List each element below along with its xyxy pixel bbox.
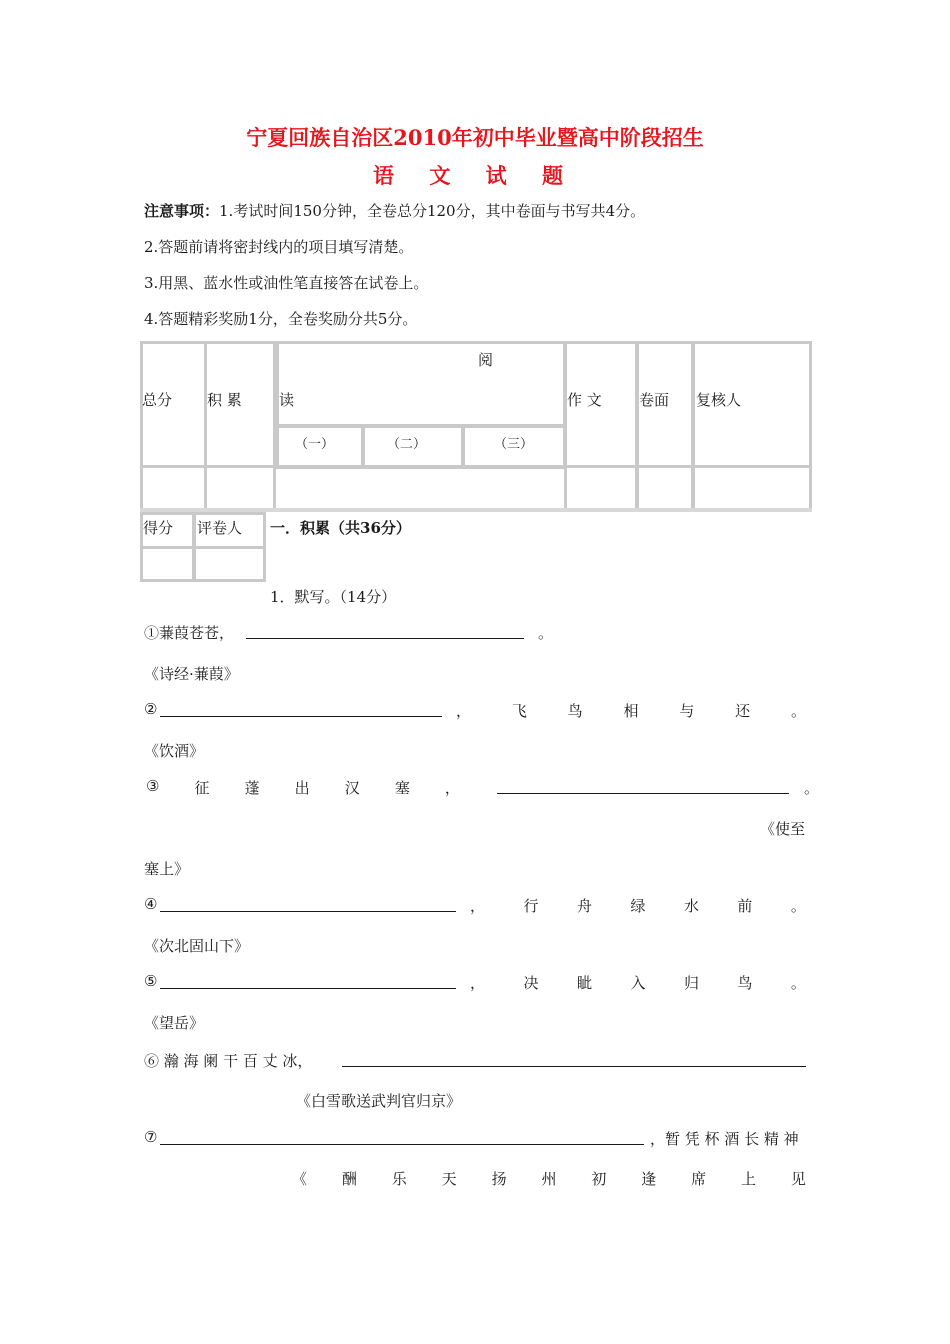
char: 上 <box>741 1170 757 1188</box>
line-7-prefix: ⑦ <box>144 1128 158 1146</box>
char: 飞 <box>511 702 527 720</box>
char: 出 <box>294 779 310 797</box>
line-3-suffix: 。 <box>804 779 820 797</box>
line-1-suffix: 。 <box>538 624 554 642</box>
exam-title: 宁夏回族自治区2010年初中毕业暨高中阶段招生 <box>246 125 704 150</box>
line-3-text <box>146 777 460 798</box>
char: 与 <box>679 702 695 720</box>
char: 逢 <box>641 1170 657 1188</box>
line-7-suffix: ，暂 凭 杯 酒 长 精 神 <box>650 1130 799 1148</box>
char: 《 <box>292 1170 308 1188</box>
header-accumulate: 积 累 <box>207 391 242 409</box>
notice-item-4: 4.答题精彩奖励1分，全卷奖励分共5分。 <box>144 310 418 328</box>
section-heading: 一．积累（共36分） <box>270 519 411 537</box>
line-2-source: 《饮酒》 <box>144 742 205 760</box>
answer-blank-3[interactable] <box>497 793 789 794</box>
char: ③ <box>146 777 160 795</box>
table-bottom-rule <box>140 505 812 512</box>
line-3-source-a: 《使至 <box>760 820 806 838</box>
char: 。 <box>790 897 806 915</box>
char: 塞 <box>394 779 410 797</box>
char: 。 <box>790 702 806 720</box>
line-7-source <box>292 1168 806 1189</box>
char: 水 <box>683 897 699 915</box>
line-4-prefix: ④ <box>144 895 158 913</box>
char: ， <box>470 974 486 992</box>
line-2-prefix: ② <box>144 700 158 718</box>
char: 席 <box>691 1170 707 1188</box>
line-3-source-b: 塞上》 <box>144 860 190 878</box>
char: 行 <box>523 897 539 915</box>
char: 相 <box>623 702 639 720</box>
line-5-source: 《望岳》 <box>144 1014 205 1032</box>
answer-blank-2[interactable] <box>160 716 442 717</box>
char: ， <box>470 897 486 915</box>
header-reading-top: 阅 <box>478 351 494 369</box>
char: 见 <box>790 1170 806 1188</box>
char: 鸟 <box>737 974 753 992</box>
answer-blank-4[interactable] <box>160 911 456 912</box>
answer-blank-1[interactable] <box>246 638 524 639</box>
line-6-source: 《白雪歌送武判官归京》 <box>296 1092 462 1110</box>
header-reading-bottom: 读 <box>279 391 295 409</box>
header-total: 总分 <box>142 391 173 409</box>
header-reading-2: （二） <box>387 437 427 452</box>
char: 入 <box>630 974 646 992</box>
char: 眦 <box>576 974 592 992</box>
answer-blank-5[interactable] <box>160 988 456 989</box>
char: ， <box>444 779 460 797</box>
char: 征 <box>194 779 210 797</box>
answer-blank-7[interactable] <box>160 1144 644 1145</box>
line-2-text <box>456 700 806 721</box>
char: 鸟 <box>567 702 583 720</box>
line-4-text <box>470 895 806 916</box>
char: 初 <box>591 1170 607 1188</box>
answer-blank-6[interactable] <box>342 1066 806 1067</box>
char: 绿 <box>630 897 646 915</box>
line-1-source: 《诗经·蒹葭》 <box>144 665 239 683</box>
line-1-prefix: ①蒹葭苍苍， <box>144 624 235 642</box>
line-5-text <box>470 972 806 993</box>
line-5-prefix: ⑤ <box>144 972 158 990</box>
notice-item-3: 3.用黑、蓝水性或油性笔直接答在试卷上。 <box>144 274 429 292</box>
char: 扬 <box>491 1170 507 1188</box>
line-6-prefix: ⑥ 瀚 海 阑 干 百 丈 冰， <box>144 1052 313 1070</box>
label-grader: 评卷人 <box>197 519 243 537</box>
exam-subtitle: 语 文 试 题 <box>373 163 577 188</box>
char: 舟 <box>576 897 592 915</box>
char: 天 <box>441 1170 457 1188</box>
char: 还 <box>735 702 751 720</box>
notice-label: 注意事项： <box>144 202 220 220</box>
char: 州 <box>541 1170 557 1188</box>
char: 前 <box>737 897 753 915</box>
cell-reading <box>276 341 566 427</box>
char: 决 <box>523 974 539 992</box>
label-score: 得分 <box>143 519 174 537</box>
header-reading-1: （一） <box>295 437 335 452</box>
char: 蓬 <box>244 779 260 797</box>
header-neatness: 卷面 <box>639 391 670 409</box>
score-table <box>140 341 812 512</box>
char: 归 <box>683 974 699 992</box>
question-1: 1．默写。（14分） <box>270 588 397 606</box>
char: ， <box>456 702 472 720</box>
header-reading-3: （三） <box>494 437 534 452</box>
char: 乐 <box>391 1170 407 1188</box>
header-reviewer: 复核人 <box>696 391 742 409</box>
notice-item-1: 注意事项：1.考试时间150分钟，全卷总分120分，其中卷面与书写共4分。 <box>144 202 646 220</box>
line-4-source: 《次北固山下》 <box>144 937 250 955</box>
grading-row-divider <box>140 546 266 582</box>
notice-item-2: 2.答题前请将密封线内的项目填写清楚。 <box>144 238 414 256</box>
char: 酬 <box>341 1170 357 1188</box>
header-essay: 作 文 <box>567 391 602 409</box>
char: 。 <box>790 974 806 992</box>
char: 汉 <box>344 779 360 797</box>
